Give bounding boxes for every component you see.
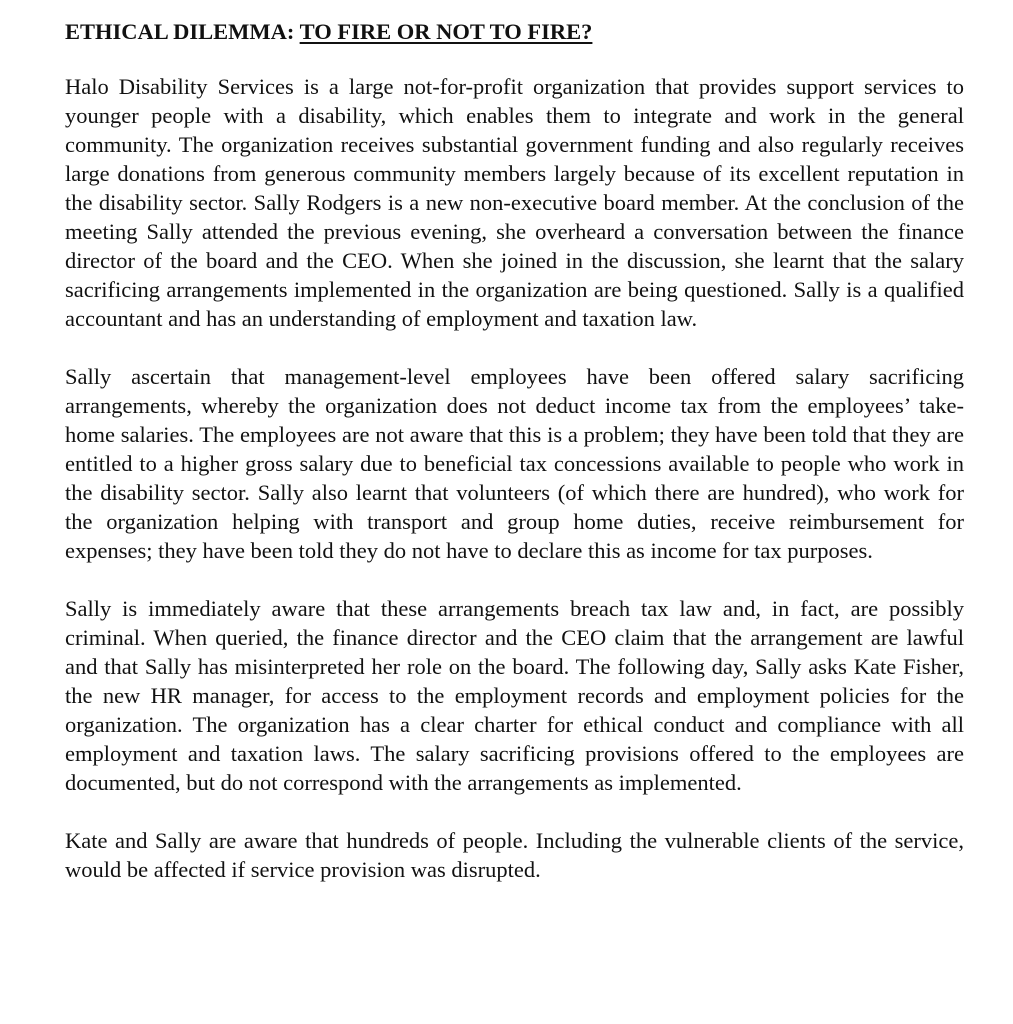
paragraph-1: Halo Disability Services is a large not-for-profit organization that provides support services to younger people with a disability, which enables them to integrate and work in the general community. The organization receives substantial government funding and also regularly receives large donations from generous community members largely because of its excellent reputation in the disability sector. Sally Rodgers is a new non-executive board member. At the conclusion of the meeting Sally attended the previous evening, she overheard a conversation between the finance director of the board and the CEO. When she joined in the discussion, she learnt that the salary sacrificing arrangements implemented in the organization are being questioned. Sally is a qualified accountant and has an understanding of employment and taxation law. bbox=[65, 74, 964, 331]
title-prefix: ETHICAL DILEMMA: bbox=[65, 19, 295, 44]
title-underlined: TO FIRE OR NOT TO FIRE? bbox=[299, 19, 593, 44]
paragraph-2: Sally ascertain that management-level employees have been offered salary sacrificing arrangements, whereby the organization does not deduct income tax from the employees’ take-home salaries. The employees are not aware that this is a problem; they have been told that they are entitled to a higher gross salary due to beneficial tax concessions available to people who work in the disability sector. Sally also learnt that volunteers (of which there are hundred), who work for the organization helping with transport and group home duties, receive reimbursement for expenses; they have been told they do not have to declare this as income for tax purposes. bbox=[65, 364, 964, 563]
paragraph-3: Sally is immediately aware that these arrangements breach tax law and, in fact, are possibly criminal. When queried, the finance director and the CEO claim that the arrangement are lawful and that Sally has misinterpreted her role on the board. The following day, Sally asks Kate Fisher, the new HR manager, for access to the employment records and employment policies for the organization. The organization has a clear charter for ethical conduct and compliance with all employment and taxation laws. The salary sacrificing provisions offered to the employees are documented, but do not correspond with the arrangements as implemented. bbox=[65, 596, 964, 795]
document-title bbox=[65, 14, 964, 50]
document-page bbox=[65, 14, 964, 913]
paragraph-4: Kate and Sally are aware that hundreds of people. Including the vulnerable clients of the service, would be affected if service provision was disrupted. bbox=[65, 828, 964, 882]
